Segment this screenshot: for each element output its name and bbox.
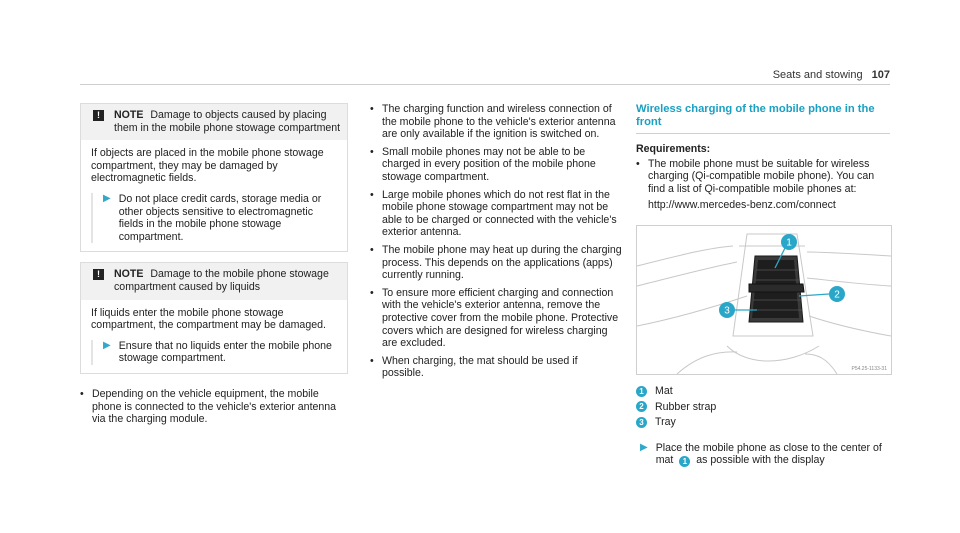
legend-label: Tray — [655, 416, 676, 429]
note-title: Damage to objects caused by placing them in the mobile phone stowage compartment — [114, 109, 341, 134]
arrow-icon: ▶ — [103, 192, 111, 204]
instruction-part: Place the mobile phone as close to the center of mat — [655, 441, 882, 467]
note-text: If objects are placed in the mobile phone stowage compartment, they may be damaged by electromagnetic fields. — [91, 147, 324, 185]
rubber-strap — [749, 284, 804, 292]
list-item: • The charging function and wireless connection of the mobile phone to the vehicle's exterior antenna are only available if the ignition is switched on. — [370, 103, 622, 141]
instruction-step — [636, 442, 890, 468]
section-title: Wireless charging of the mobile phone in the front — [636, 103, 890, 134]
bullet-list — [370, 103, 622, 380]
list-item: • Depending on the vehicle equipment, the mobile phone is connected to the vehicle's exterior antenna via the charging module. — [80, 388, 348, 426]
callout-2 — [829, 286, 845, 302]
legend-label: Mat — [655, 384, 673, 397]
arrow-icon: ▶ — [640, 441, 648, 453]
note-action — [91, 193, 339, 243]
header-section: Seats and stowing — [772, 69, 863, 81]
page-header — [773, 69, 890, 82]
requirements-text: The mobile phone must be suitable for wireless charging (Qi-compatible mobile phone). You can find a list of Qi-compatible mobile phones at: — [648, 157, 875, 195]
arrow-icon: ▶ — [103, 339, 111, 351]
illustration-svg — [637, 226, 891, 374]
number-badge: 1 — [679, 456, 690, 467]
list-item — [636, 158, 890, 212]
list-item: • The mobile phone may heat up during the charging process. This depends on the applications (apps) currently running. — [370, 244, 622, 282]
wireless-charging-illustration — [636, 225, 892, 375]
legend-item — [636, 385, 890, 398]
note-body — [81, 140, 347, 251]
note-text: If liquids enter the mobile phone stowage compartment, the compartment may be damaged. — [91, 306, 326, 332]
requirements-list — [636, 158, 890, 212]
list-item: • Large mobile phones which do not rest flat in the mobile phone stowage compartment may not be able to be charged or connected with the vehicle's exterior antenna. — [370, 189, 622, 239]
url-text: http://www.mercedes-benz.com/connect — [648, 199, 836, 212]
note-body — [81, 300, 347, 373]
callout-1 — [781, 234, 797, 250]
page-number: 107 — [871, 69, 890, 81]
note-box-liquids — [80, 262, 348, 374]
column-left — [80, 103, 348, 431]
note-action — [91, 340, 339, 365]
action-bar — [91, 193, 93, 243]
header-rule — [80, 84, 890, 85]
list-item: • When charging, the mat should be used if possible. — [370, 355, 622, 380]
callout-2-label: 2 — [834, 289, 840, 301]
action-bar — [91, 340, 93, 365]
requirements-heading: Requirements: — [636, 143, 711, 155]
action-text: Ensure that no liquids enter the mobile phone stowage compartment. — [118, 339, 332, 365]
column-middle — [370, 103, 622, 385]
callout-3 — [719, 302, 735, 318]
number-badge: 3 — [636, 417, 647, 428]
list-item: • Small mobile phones may not be able to be charged in every position of the mobile phone stowage compartment. — [370, 146, 622, 184]
instruction-part: as possible with the display — [696, 454, 825, 467]
instruction-text — [656, 442, 890, 468]
callout-3-label: 3 — [724, 305, 730, 317]
warning-icon: ! — [93, 269, 104, 280]
legend-label: Rubber strap — [655, 400, 717, 413]
legend-item — [636, 416, 890, 429]
note-title: Damage to the mobile phone stowage compartment caused by liquids — [114, 268, 329, 293]
note-label: NOTE — [114, 268, 144, 281]
legend — [636, 385, 890, 429]
note-box-objects — [80, 103, 348, 252]
figure-code: P54.25-1133-31 — [851, 365, 887, 372]
callout-1-label: 1 — [786, 237, 792, 249]
legend-item — [636, 401, 890, 414]
number-badge: 1 — [636, 386, 647, 397]
note-header — [81, 104, 347, 140]
note-header — [81, 263, 347, 299]
warning-icon: ! — [93, 110, 104, 121]
action-text: Do not place credit cards, storage media or other objects sensitive to electromagnetic fields in the mobile phone stowage compartment. — [118, 192, 322, 243]
number-badge: 2 — [636, 401, 647, 412]
list-item: • To ensure more efficient charging and connection with the vehicle's exterior antenna, remove the protective cover from the mobile phone. Protective covers which are designed for wireless charging are excluded. — [370, 287, 622, 350]
bullet-list — [80, 388, 348, 426]
note-label: NOTE — [114, 109, 144, 121]
column-right — [636, 103, 890, 467]
